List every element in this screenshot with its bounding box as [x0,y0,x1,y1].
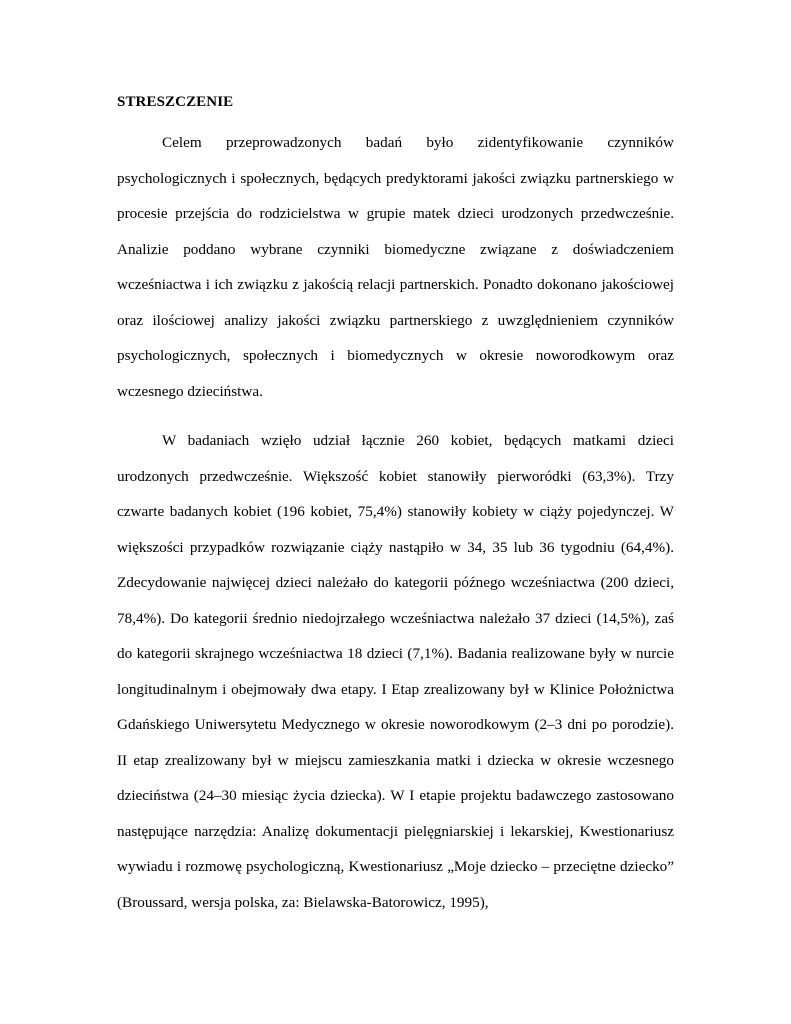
paragraph-participants: W badaniach wzięło udział łącznie 260 kobiet, będących matkami dzieci urodzonych przedwcześnie. Większość kobiet stanowiły pierworódki (63,3%). Trzy czwarte badanych kobiet (196 kobiet, 75,4%) stanowiły kobiety w ciąży pojedynczej. W większości przypadków rozwiązanie ciąży nastąpiło w 34, 35 lub 36 tygodniu (64,4%). Zdecydowanie najwięcej dzieci należało do kategorii późnego wcześniactwa (200 dzieci, 78,4%). Do kategorii średnio niedojrzałego wcześniactwa należało 37 dzieci (14,5%), zaś do kategorii skrajnego wcześniactwa 18 dzieci (7,1%). Badania realizowane były w nurcie longitudinalnym i obejmowały dwa etapy. I Etap zrealizowany był w Klinice Położnictwa Gdańskiego Uniwersytetu Medycznego w okresie noworodkowym (2–3 dni po porodzie). II etap zrealizowany był w miejscu zamieszkania matki i dziecka w okresie wczesnego dzieciństwa (24–30 miesiąc życia dziecka). W I etapie projektu badawczego zastosowano następujące narzędzia: Analizę dokumentacji pielęgniarskiej i lekarskiej, Kwestionariusz wywiadu i rozmowę psychologiczną, Kwestionariusz „Moje dziecko – przeciętne dziecko” (Broussard, wersja polska, za: Bielawska-Batorowicz, 1995), [117,432,674,911]
section-heading: STRESZCZENIE [117,94,234,110]
paragraph-aims: Celem przeprowadzonych badań było zidentyfikowanie czynników psychologicznych i społecznych, będących predyktorami jakości związku partnerskiego w procesie przejścia do rodzicielstwa w grupie matek dzieci urodzonych przedwcześnie. Analizie poddano wybrane czynniki biomedyczne związane z doświadczeniem wcześniactwa i ich związku z jakością relacji partnerskich. Ponadto dokonano jakościowej oraz ilościowej analizy jakości związku partnerskiego z uwzględnieniem czynników psychologicznych, społecznych i biomedycznych w okresie noworodkowym oraz wczesnego dzieciństwa. [117,134,674,400]
